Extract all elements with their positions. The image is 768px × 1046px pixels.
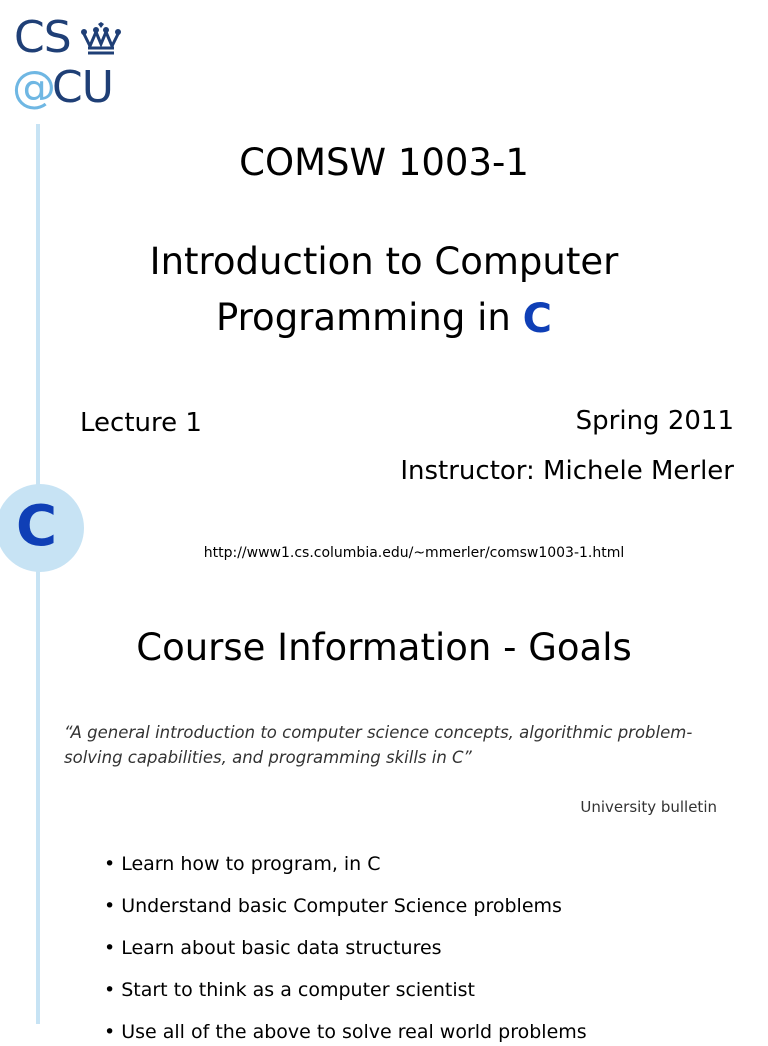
logo-cu-text: CU bbox=[52, 62, 113, 113]
course-code: COMSW 1003-1 bbox=[239, 141, 529, 184]
list-item: • Learn how to program, in C bbox=[104, 850, 587, 892]
logo-at-text: @ bbox=[12, 62, 56, 113]
list-item: • Learn about basic data structures bbox=[104, 934, 587, 976]
lecture-number: Lecture 1 bbox=[80, 408, 202, 438]
list-item: • Understand basic Computer Science problems bbox=[104, 892, 587, 934]
section-title: Course Information - Goals bbox=[136, 626, 632, 669]
course-title-line2-text: Programming in bbox=[216, 296, 511, 339]
crown-icon bbox=[80, 22, 122, 56]
quote-source: University bulletin bbox=[580, 798, 717, 816]
course-url[interactable]: http://www1.cs.columbia.edu/~mmerler/comsw1003-1.html bbox=[203, 545, 625, 561]
c-language-glyph: C bbox=[522, 296, 552, 342]
logo-cs-text: CS bbox=[14, 12, 71, 63]
cs-cu-logo bbox=[10, 12, 130, 116]
c-badge-glyph: C bbox=[16, 494, 58, 559]
course-title bbox=[0, 234, 768, 347]
instructor: Instructor: Michele Merler bbox=[400, 456, 734, 486]
list-item: • Use all of the above to solve real world problems bbox=[104, 1018, 587, 1046]
bulletin-quote: “A general introduction to computer science concepts, algorithmic problem-solving capabilities, and programming skills in C” bbox=[64, 723, 693, 767]
course-title-line2 bbox=[0, 290, 768, 347]
semester: Spring 2011 bbox=[575, 406, 734, 436]
list-item: • Start to think as a computer scientist bbox=[104, 976, 587, 1018]
course-title-line1: Introduction to Computer bbox=[149, 240, 619, 283]
goals-list bbox=[104, 850, 587, 1046]
